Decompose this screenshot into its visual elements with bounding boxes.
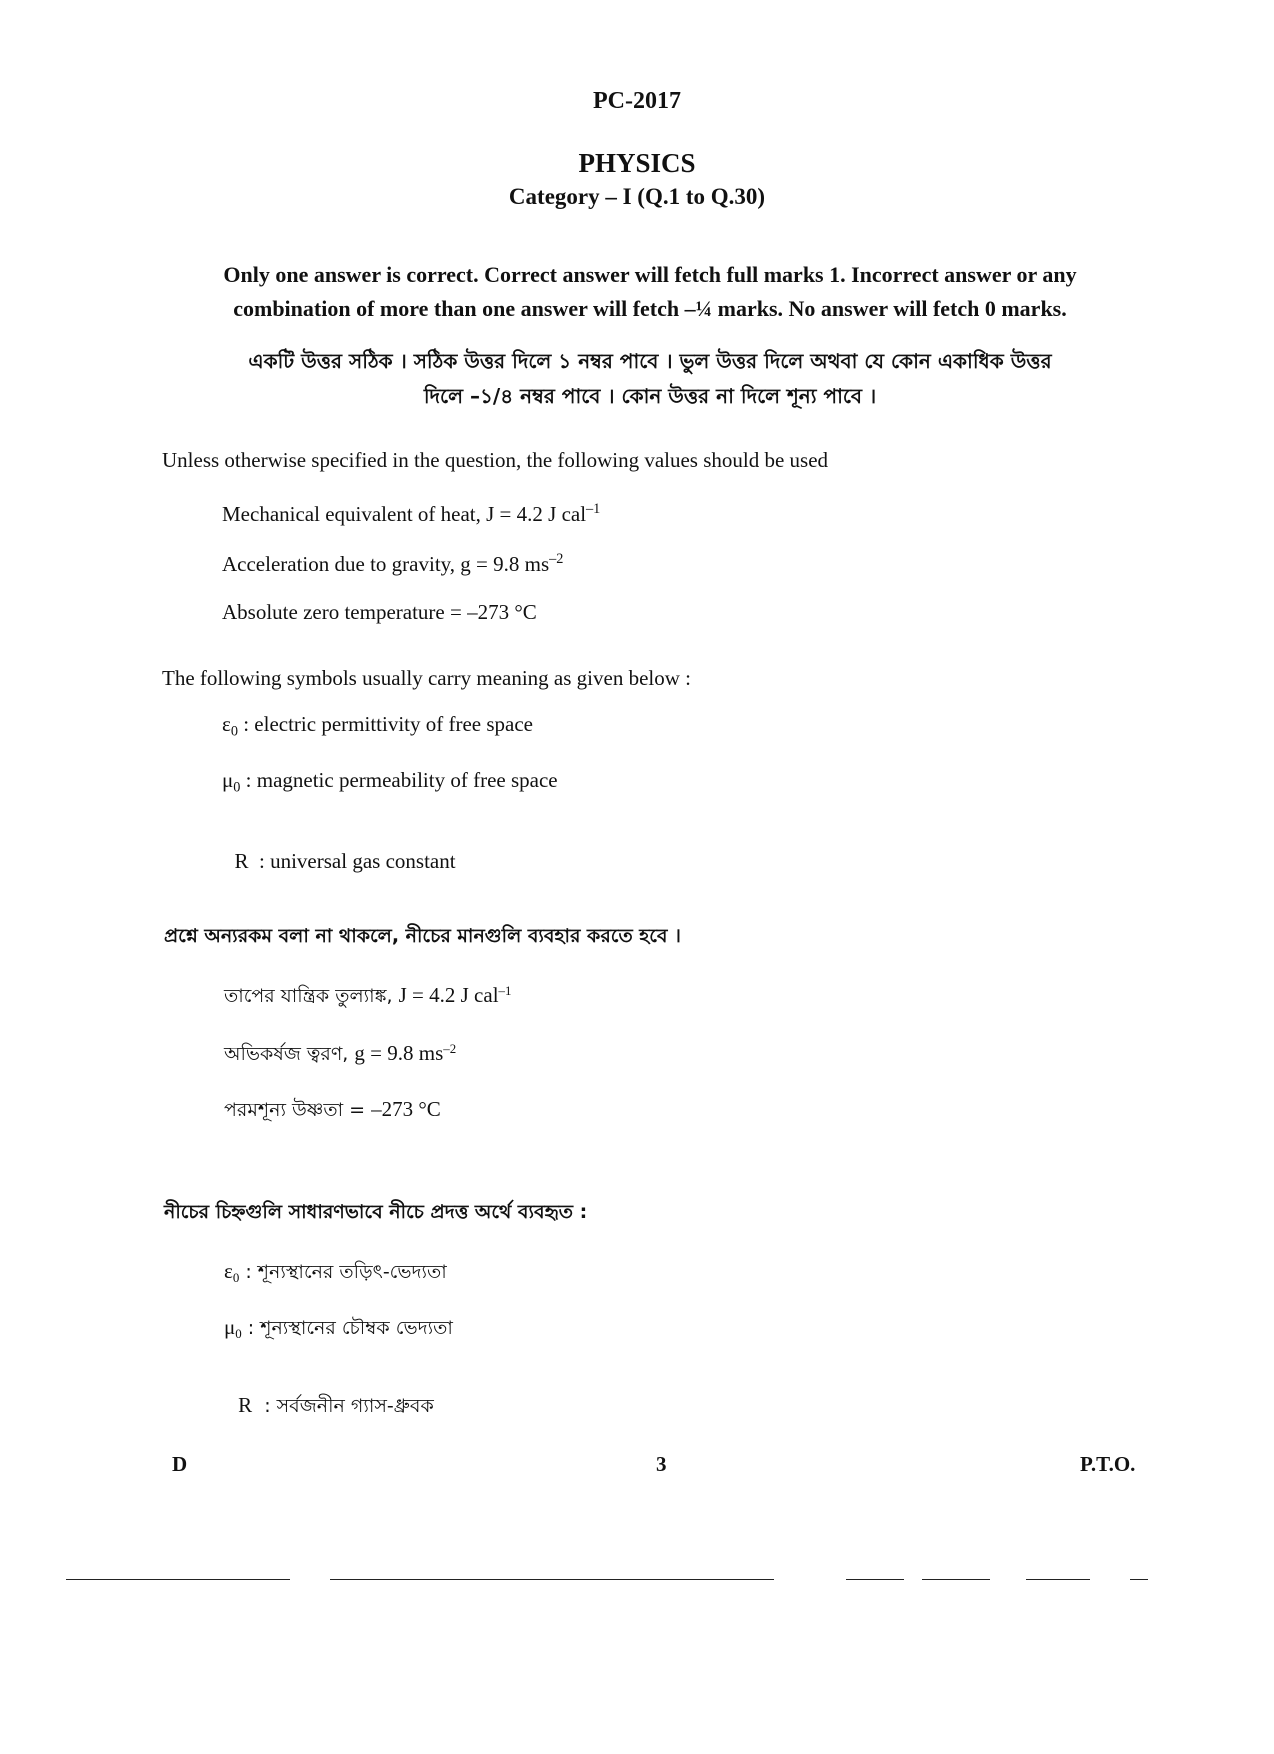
value-text: J = 4.2 J cal (398, 983, 499, 1007)
value-exponent: –2 (443, 1040, 457, 1056)
symbol-subscript: 0 (235, 1325, 242, 1341)
symbol-meaning: : electric permittivity of free space (237, 712, 533, 736)
instruction-line: দিলে –১/৪ নম্বর পাবে । কোন উত্তর না দিলে শূন্য পাবে । (423, 384, 877, 408)
symbol-item-bengali (226, 1370, 434, 1424)
value-item-bengali (224, 982, 511, 1014)
value-item (222, 502, 600, 527)
value-item-bengali (224, 1040, 456, 1072)
values-intro-bengali: প্রশ্নে অন্যরকম বলা না থাকলে, নীচের মানগুলি ব্যবহার করতে হবে । (164, 925, 681, 947)
paper-code: PC-2017 (593, 88, 681, 114)
value-label: অভিকর্ষজ ত্বরণ, (224, 1043, 355, 1065)
symbol-meaning: : সর্বজনীন গ্যাস-ধ্রুবক (252, 1395, 434, 1417)
value-text: Mechanical equivalent of heat, J = 4.2 J cal (222, 502, 587, 526)
value-label: পরমশূন্য উষ্ণতা = (224, 1099, 372, 1121)
divider (1026, 1579, 1090, 1580)
value-item-bengali (224, 1096, 441, 1128)
symbol-meaning: : শূন্যস্থানের তড়িৎ-ভেদ্যতা (239, 1261, 447, 1283)
instruction-line: combination of more than one answer will fetch –¼ marks. No answer will fetch 0 marks. (233, 296, 1067, 322)
epsilon-symbol: ε (224, 1259, 233, 1283)
divider (1130, 1579, 1148, 1580)
value-text: g = 9.8 ms (354, 1041, 444, 1065)
symbol-meaning: : magnetic permeability of free space (240, 768, 558, 792)
symbol-item-bengali (224, 1314, 453, 1346)
symbol-subscript: 0 (232, 1269, 240, 1285)
pto-label: P.T.O. (1080, 1452, 1136, 1476)
page-number: 3 (656, 1452, 667, 1476)
value-label: তাপের যান্ত্রিক তুল্যাঙ্ক, (224, 985, 399, 1007)
marking-instructions-english (160, 258, 1140, 326)
symbol-meaning: : universal gas constant (248, 849, 456, 873)
values-intro: Unless otherwise specified in the question, the following values should be used (162, 448, 829, 472)
divider (922, 1579, 990, 1580)
value-exponent: –1 (498, 982, 512, 998)
symbol-item-bengali (224, 1258, 447, 1290)
marking-instructions-bengali (160, 344, 1140, 414)
value-text: –273 °C (371, 1097, 441, 1121)
symbols-intro: The following symbols usually carry meaning as given below : (162, 666, 691, 690)
instruction-line: Only one answer is correct. Correct answer will fetch full marks 1. Incorrect answer or any (223, 262, 1077, 287)
divider (330, 1579, 774, 1580)
value-exponent: –2 (549, 551, 564, 568)
value-text: Acceleration due to gravity, g = 9.8 ms (222, 552, 550, 576)
symbol-item (222, 712, 533, 740)
mu-symbol: μ (222, 768, 234, 792)
divider (66, 1579, 290, 1580)
symbols-intro-bengali: নীচের চিহ্নগুলি সাধারণভাবে নীচে প্রদত্ত অর্থে ব্যবহৃত : (164, 1201, 588, 1223)
value-exponent: –1 (586, 501, 601, 518)
value-item (222, 552, 563, 577)
value-item (222, 600, 537, 625)
question-set-label: D (172, 1452, 188, 1476)
epsilon-symbol: ε (222, 712, 231, 736)
r-symbol: R (234, 849, 249, 873)
symbol-item (222, 768, 558, 796)
symbol-meaning: : শূন্যস্থানের চৌম্বক ভেদ্যতা (241, 1317, 453, 1339)
divider (846, 1579, 904, 1580)
symbol-subscript: 0 (230, 723, 238, 740)
r-symbol: R (238, 1393, 253, 1417)
category-label: Category – I (Q.1 to Q.30) (508, 184, 766, 209)
symbol-subscript: 0 (233, 779, 241, 796)
subject-title: PHYSICS (578, 148, 696, 178)
value-text: Absolute zero temperature = –273 °C (222, 600, 537, 624)
symbol-item (224, 824, 456, 874)
instruction-line: একটি উত্তর সঠিক । সঠিক উত্তর দিলে ১ নম্বর পাবে । ভুল উত্তর দিলে অথবা যে কোন একাধিক উত্তর (248, 349, 1052, 373)
mu-symbol: μ (224, 1315, 236, 1339)
